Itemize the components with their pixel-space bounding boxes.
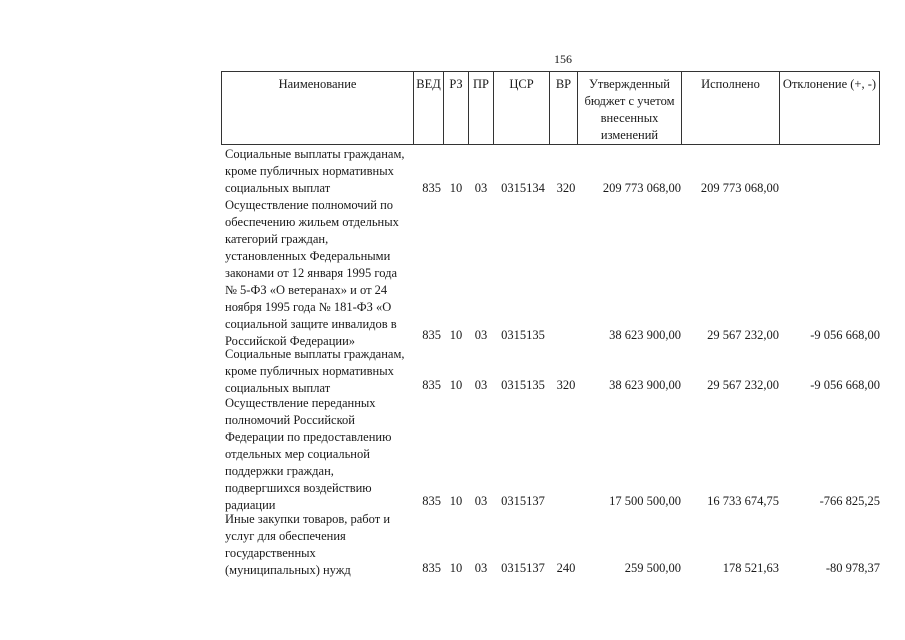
cell-deviation: -766 825,25 <box>819 494 880 508</box>
name-line: услуг для обеспечения <box>225 529 346 543</box>
name-line: обеспечению жильем отдельных <box>225 215 399 229</box>
name-line: законами от 12 января 1995 года <box>225 266 398 280</box>
name-line: Осуществление полномочий по <box>225 198 394 212</box>
cell-vr: 320 <box>556 378 576 392</box>
row-name <box>225 395 410 514</box>
cell-rz: 10 <box>449 378 463 392</box>
cell-ved: 835 <box>422 328 441 342</box>
name-line: Иные закупки товаров, работ и <box>225 512 391 526</box>
cell-vr: 320 <box>556 181 576 195</box>
cell-csr: 0315134 <box>501 181 545 195</box>
name-line: поддержки граждан, <box>225 464 334 478</box>
name-line: ноября 1995 года № 181-ФЗ «О <box>225 300 392 314</box>
cell-ved: 835 <box>422 378 441 392</box>
header-done: Исполнено <box>682 72 780 145</box>
cell-ved: 835 <box>422 561 441 575</box>
name-line: отдельных мер социальной <box>225 447 370 461</box>
cell-rz: 10 <box>449 494 463 508</box>
cell-done: 178 521,63 <box>722 561 779 575</box>
cell-pr: 03 <box>474 561 488 575</box>
header-name: Наименование <box>222 72 414 145</box>
cell-done: 16 733 674,75 <box>707 494 779 508</box>
cell-csr: 0315137 <box>501 561 545 575</box>
cell-rz: 10 <box>449 561 463 575</box>
name-line: Социальные выплаты гражданам, <box>225 147 405 161</box>
page-number: 156 <box>554 52 572 66</box>
cell-vr: 240 <box>556 561 576 575</box>
cell-rz: 10 <box>449 181 463 195</box>
table-row <box>225 146 885 197</box>
name-line: № 5-ФЗ «О ветеранах» и от 24 <box>225 283 388 297</box>
cell-pr: 03 <box>474 328 488 342</box>
cell-budget: 38 623 900,00 <box>609 378 681 392</box>
header-csr: ЦСР <box>494 72 550 145</box>
cell-ved: 835 <box>422 494 441 508</box>
cell-deviation: -9 056 668,00 <box>810 328 880 342</box>
name-line: кроме публичных нормативных <box>225 164 394 178</box>
table-row <box>225 511 885 579</box>
cell-budget: 17 500 500,00 <box>609 494 681 508</box>
cell-ved: 835 <box>422 181 441 195</box>
header-vr: ВР <box>550 72 578 145</box>
cell-budget: 209 773 068,00 <box>602 181 681 195</box>
name-line: установленных Федеральными <box>225 249 391 263</box>
header-ved: ВЕД <box>414 72 444 145</box>
name-line: Социальные выплаты гражданам, <box>225 347 405 361</box>
name-line: государственных <box>225 546 316 560</box>
header-pr: ПР <box>469 72 494 145</box>
cell-csr: 0315137 <box>501 494 545 508</box>
cell-pr: 03 <box>474 378 488 392</box>
name-line: социальной защите инвалидов в <box>225 317 397 331</box>
cell-pr: 03 <box>474 181 488 195</box>
row-name <box>225 511 410 579</box>
header-deviation: Отклонение (+, -) <box>780 72 880 145</box>
header-budget: Утвержденный бюджет с учетом внесенных изменений <box>578 72 682 145</box>
cell-deviation: -9 056 668,00 <box>810 378 880 392</box>
name-line: полномочий Российской <box>225 413 355 427</box>
name-line: Федерации по предоставлению <box>225 430 392 444</box>
cell-csr: 0315135 <box>501 328 545 342</box>
name-line: Российской Федерации» <box>225 334 356 348</box>
cell-rz: 10 <box>449 328 463 342</box>
name-line: категорий граждан, <box>225 232 329 246</box>
cell-budget: 38 623 900,00 <box>609 328 681 342</box>
name-line: социальных выплат <box>225 381 331 395</box>
cell-pr: 03 <box>474 494 488 508</box>
table-row <box>225 197 885 350</box>
name-line: кроме публичных нормативных <box>225 364 394 378</box>
cell-done: 209 773 068,00 <box>700 181 779 195</box>
name-line: подвергшихся воздействию <box>225 481 372 495</box>
row-name <box>225 146 410 197</box>
row-name <box>225 197 410 350</box>
table-header <box>221 71 880 145</box>
row-name <box>225 346 410 397</box>
cell-budget: 259 500,00 <box>624 561 681 575</box>
cell-done: 29 567 232,00 <box>707 328 779 342</box>
table-row <box>225 395 885 514</box>
cell-csr: 0315135 <box>501 378 545 392</box>
name-line: социальных выплат <box>225 181 331 195</box>
name-line: радиации <box>225 498 276 512</box>
name-line: Осуществление переданных <box>225 396 376 410</box>
cell-deviation: -80 978,37 <box>825 561 880 575</box>
cell-done: 29 567 232,00 <box>707 378 779 392</box>
table-row <box>225 346 885 397</box>
name-line: (муниципальных) нужд <box>225 563 351 577</box>
header-rz: РЗ <box>444 72 469 145</box>
